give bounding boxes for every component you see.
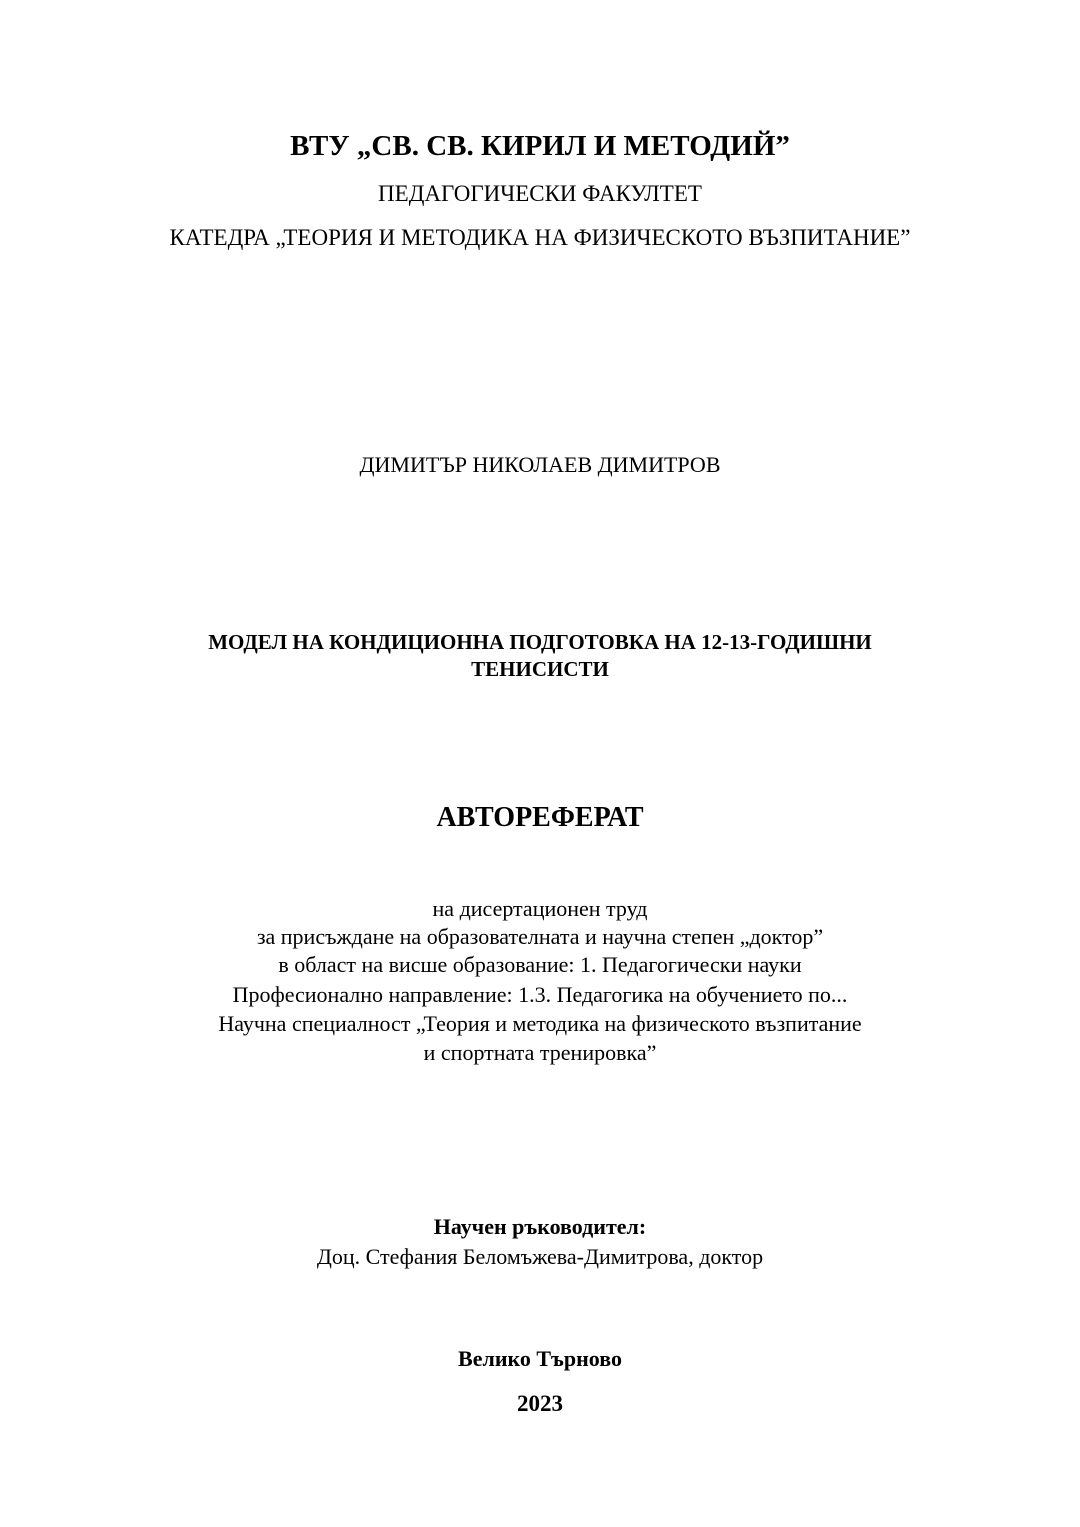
description-line: в област на висше образование: 1. Педагогически науки: [278, 952, 802, 977]
document-type-heading: АВТОРЕФЕРАТ: [436, 802, 644, 833]
description-line: на дисертационен труд: [432, 896, 648, 921]
description-line: Професионално направление: 1.3. Педагогика на обучението по...: [232, 982, 848, 1007]
thesis-title-line-2: ТЕНИСИСТИ: [471, 657, 609, 681]
supervisor-label: Научен ръководител:: [433, 1214, 647, 1239]
city: Велико Търново: [458, 1346, 622, 1371]
department-name: КАТЕДРА „ТЕОРИЯ И МЕТОДИКА НА ФИЗИЧЕСКОТО ВЪЗПИТАНИЕ”: [169, 225, 911, 250]
supervisor-name: Доц. Стефания Беломъжева-Димитрова, доктор: [316, 1244, 764, 1269]
author-name: ДИМИТЪР НИКОЛАЕВ ДИМИТРОВ: [359, 452, 721, 477]
year: 2023: [517, 1391, 563, 1416]
faculty-name: ПЕДАГОГИЧЕСКИ ФАКУЛТЕТ: [378, 181, 702, 206]
thesis-title-line-1: МОДЕЛ НА КОНДИЦИОННА ПОДГОТОВКА НА 12-13-ГОДИШНИ: [208, 630, 872, 654]
description-line: Научна специалност „Теория и методика на физическото възпитание: [218, 1011, 862, 1036]
university-name: ВТУ „СВ. СВ. КИРИЛ И МЕТОДИЙ”: [290, 130, 790, 162]
description-line: и спортната тренировка”: [423, 1040, 657, 1065]
description-line: за присъждане на образователната и научна степен „доктор”: [256, 924, 824, 949]
